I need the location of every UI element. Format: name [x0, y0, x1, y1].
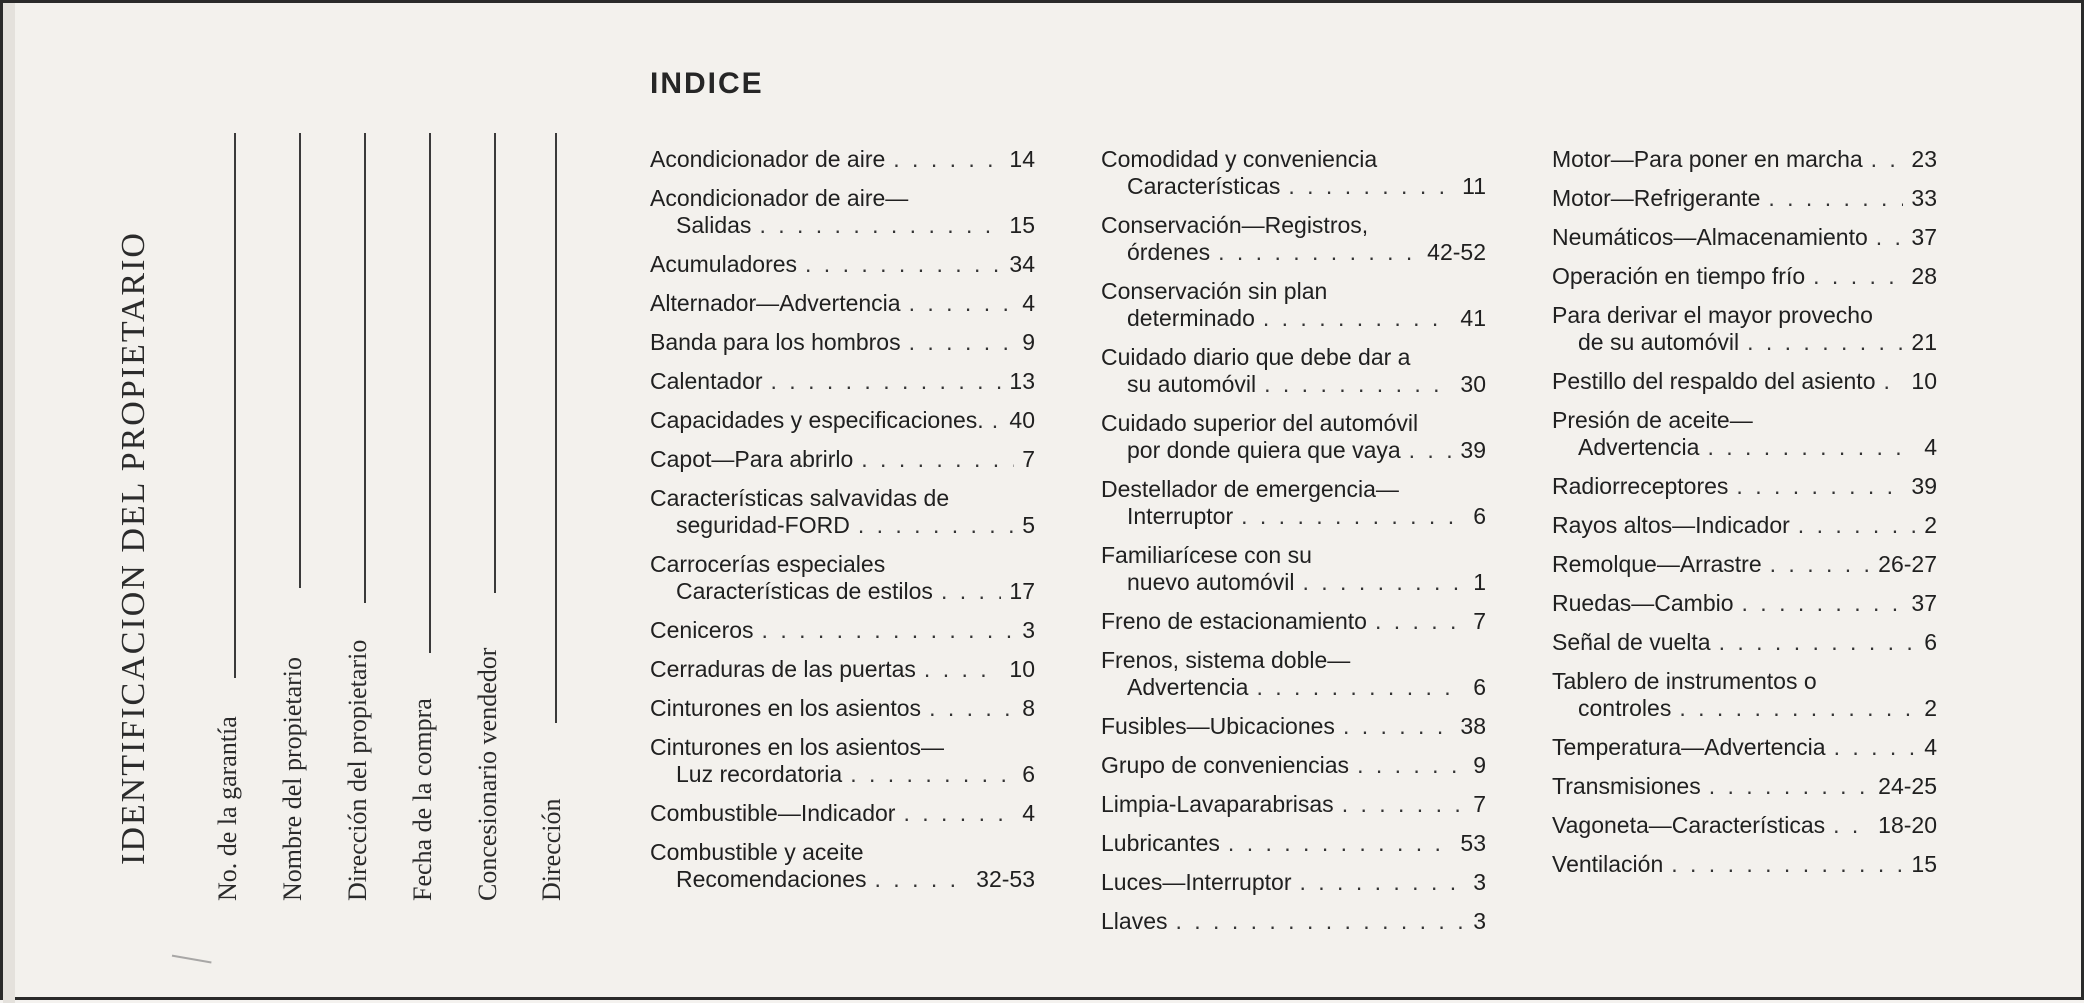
- index-entry-title: órdenes: [1127, 239, 1211, 265]
- identification-title: IDENTIFICACION DEL PROPIETARIO: [115, 231, 152, 865]
- index-entry-title: nuevo automóvil: [1127, 569, 1295, 595]
- index-entry-title: Cinturones en los asientos: [650, 695, 922, 721]
- dot-leader: [1883, 368, 1903, 395]
- index-entry[interactable]: [1552, 812, 1937, 839]
- dot-leader: [1736, 473, 1903, 500]
- identification-fill-line[interactable]: [429, 133, 431, 653]
- index-entry[interactable]: [1552, 473, 1937, 500]
- dot-leader: [762, 617, 1015, 644]
- dot-leader: [875, 866, 969, 893]
- index-entry-title: Ruedas—Cambio: [1552, 590, 1734, 616]
- identification-fill-line[interactable]: [234, 133, 236, 678]
- index-page-number: 17: [1009, 578, 1035, 604]
- index-entry-title: Señal de vuelta: [1552, 629, 1711, 655]
- index-entry[interactable]: [650, 695, 1035, 722]
- index-page-number: 2: [1924, 695, 1937, 721]
- index-entry[interactable]: [1552, 668, 1937, 722]
- index-page-number: 5: [1022, 512, 1035, 538]
- index-entry[interactable]: [650, 800, 1035, 827]
- dot-leader: [1679, 695, 1916, 722]
- index-entry-title: Ceniceros: [650, 617, 754, 643]
- index-entry[interactable]: [650, 485, 1035, 539]
- index-entry-title: Familiarícese con su: [1101, 542, 1312, 568]
- index-entry-title: Lubricantes: [1101, 830, 1220, 856]
- dot-leader: [903, 800, 1014, 827]
- index-entry-title: Freno de estacionamiento: [1101, 608, 1367, 634]
- index-page-number: 40: [1009, 407, 1035, 433]
- identification-field-label: Concesionario vendedor: [473, 647, 502, 901]
- index-page-number: 4: [1924, 734, 1937, 760]
- index-entry-title: Salidas: [676, 212, 752, 238]
- index-page-number: 3: [1473, 908, 1486, 934]
- index-page-number: 9: [1473, 752, 1486, 778]
- dot-leader: [1357, 752, 1465, 779]
- index-page-number: 34: [1009, 251, 1035, 277]
- dot-leader: [1256, 674, 1465, 701]
- index-page-number: 15: [1009, 212, 1035, 238]
- index-entry-title: Limpia-Lavaparabrisas: [1101, 791, 1334, 817]
- index-entry-title: Tablero de instrumentos o: [1552, 668, 1817, 694]
- index-entry-title: Fusibles—Ubicaciones: [1101, 713, 1335, 739]
- dot-leader: [1813, 263, 1903, 290]
- index-page-number: 21: [1911, 329, 1937, 355]
- index-page-number: 42-52: [1427, 239, 1486, 265]
- index-page-number: 15: [1911, 851, 1937, 877]
- index-entry-title: Para derivar el mayor provecho: [1552, 302, 1873, 328]
- page-mark: [170, 955, 211, 972]
- index-entry-title: Características: [1127, 173, 1281, 199]
- index-entry[interactable]: [1552, 629, 1937, 656]
- index-entry-title: Comodidad y conveniencia: [1101, 146, 1378, 172]
- index-entry-title: controles: [1578, 695, 1672, 721]
- index-entry-title: Temperatura—Advertencia: [1552, 734, 1826, 760]
- index-page-number: 24-25: [1878, 773, 1937, 799]
- index-entry-title: Radiorreceptores: [1552, 473, 1729, 499]
- identification-field-label: Dirección: [537, 798, 566, 901]
- dot-leader: [941, 578, 1001, 605]
- index-entry-title: Ventilación: [1552, 851, 1664, 877]
- identification-fill-line[interactable]: [555, 133, 557, 723]
- index-entry[interactable]: [1101, 476, 1486, 530]
- index-entry[interactable]: [650, 185, 1035, 239]
- index-page-number: 9: [1022, 329, 1035, 355]
- index-page-number: 4: [1022, 800, 1035, 826]
- index-page-number: 8: [1022, 695, 1035, 721]
- index-entry[interactable]: [1552, 734, 1937, 761]
- index-entry[interactable]: [1552, 302, 1937, 356]
- index-page-number: 7: [1473, 791, 1486, 817]
- index-entry[interactable]: [1101, 713, 1486, 740]
- index-entry[interactable]: [1552, 263, 1937, 290]
- dot-leader: [1719, 629, 1917, 656]
- index-entry[interactable]: [1101, 830, 1486, 857]
- index-entry[interactable]: [650, 290, 1035, 317]
- identification-field-label: Nombre del propietario: [278, 656, 307, 901]
- dot-leader: [1299, 869, 1465, 896]
- index-page-number: 3: [1473, 869, 1486, 895]
- dot-leader: [992, 407, 1002, 434]
- index-page-number: 3: [1022, 617, 1035, 643]
- index-entry-title: Grupo de conveniencias: [1101, 752, 1350, 778]
- index-entry[interactable]: [1101, 608, 1486, 635]
- dot-leader: [1218, 239, 1419, 266]
- index-entry-title: seguridad-FORD: [676, 512, 850, 538]
- index-entry-title: Motor—Refrigerante: [1552, 185, 1761, 211]
- index-entry-title: Operación en tiempo frío: [1552, 263, 1806, 289]
- dot-leader: [1770, 551, 1871, 578]
- index-entry[interactable]: [1552, 551, 1937, 578]
- index-page-number: 39: [1911, 473, 1937, 499]
- index-entry-title: Capot—Para abrirlo: [650, 446, 854, 472]
- index-page-number: 32-53: [976, 866, 1035, 892]
- dot-leader: [1303, 569, 1466, 596]
- dot-leader: [1241, 503, 1465, 530]
- identification-field-label: Dirección del propietario: [343, 639, 372, 901]
- index-entry-title: de su automóvil: [1578, 329, 1740, 355]
- dot-leader: [805, 251, 1001, 278]
- index-entry[interactable]: [650, 251, 1035, 278]
- index-entry-title: Rayos altos—Indicador: [1552, 512, 1790, 538]
- index-entry-title: Conservación—Registros,: [1101, 212, 1369, 238]
- index-entry-title: Capacidades y especificaciones.: [650, 407, 984, 433]
- index-entry-title: Remolque—Arrastre: [1552, 551, 1762, 577]
- dot-leader: [1742, 590, 1904, 617]
- dot-leader: [909, 329, 1015, 356]
- index-entry[interactable]: [1552, 224, 1937, 251]
- index-page-number: 10: [1911, 368, 1937, 394]
- dot-leader: [1343, 713, 1452, 740]
- page-edge: [3, 3, 15, 1003]
- index-entry-title: Luz recordatoria: [676, 761, 843, 787]
- index-entry-title: Interruptor: [1127, 503, 1234, 529]
- index-page-number: 7: [1473, 608, 1486, 634]
- index-entry-title: Recomendaciones: [676, 866, 867, 892]
- dot-leader: [1263, 305, 1453, 332]
- index-page-number: 28: [1911, 263, 1937, 289]
- index-page-number: 23: [1911, 146, 1937, 172]
- index-entry-title: Motor—Para poner en marcha: [1552, 146, 1863, 172]
- index-page-number: 53: [1460, 830, 1486, 856]
- index-entry[interactable]: [1101, 647, 1486, 701]
- dot-leader: [1834, 734, 1917, 761]
- index-page-number: 6: [1473, 674, 1486, 700]
- index-entry[interactable]: [1552, 407, 1937, 461]
- dot-leader: [1375, 608, 1465, 635]
- index-entry-title: Frenos, sistema doble—: [1101, 647, 1351, 673]
- index-page-number: 37: [1911, 224, 1937, 250]
- index-entry[interactable]: [650, 839, 1035, 893]
- index-page-number: 1: [1473, 569, 1486, 595]
- index-entry[interactable]: [1552, 851, 1937, 878]
- index-entry-title: Conservación sin plan: [1101, 278, 1328, 304]
- index-page-number: 41: [1460, 305, 1486, 331]
- index-entry-title: Advertencia: [1127, 674, 1249, 700]
- index-entry-title: Transmisiones: [1552, 773, 1701, 799]
- index-page-number: 39: [1460, 437, 1486, 463]
- index-entry[interactable]: [650, 734, 1035, 788]
- dot-leader: [1264, 371, 1452, 398]
- index-entry[interactable]: [1101, 410, 1486, 464]
- dot-leader: [1798, 512, 1916, 539]
- index-column: [1552, 146, 1937, 890]
- dot-leader: [924, 656, 1001, 683]
- index-entry-title: Llaves: [1101, 908, 1168, 934]
- index-entry[interactable]: [650, 656, 1035, 683]
- dot-leader: [893, 146, 1001, 173]
- index-entry-title: Cerraduras de las puertas: [650, 656, 916, 682]
- index-page-number: 11: [1462, 173, 1486, 199]
- index-column: [1101, 146, 1486, 947]
- index-page-number: 26-27: [1878, 551, 1937, 577]
- index-entry-title: determinado: [1127, 305, 1255, 331]
- index-page-number: 13: [1009, 368, 1035, 394]
- index-entry-title: Alternador—Advertencia: [650, 290, 901, 316]
- dot-leader: [1768, 185, 1903, 212]
- index-entry-title: Cuidado diario que debe dar a: [1101, 344, 1411, 370]
- index-entry-title: Presión de aceite—: [1552, 407, 1753, 433]
- index-page-number: 7: [1022, 446, 1035, 472]
- index-page-number: 18-20: [1878, 812, 1937, 838]
- index-entry[interactable]: [1101, 212, 1486, 266]
- index-entry[interactable]: [1101, 869, 1486, 896]
- dot-leader: [1175, 908, 1465, 935]
- index-page-number: 4: [1924, 434, 1937, 460]
- index-entry[interactable]: [1552, 512, 1937, 539]
- dot-leader: [1671, 851, 1903, 878]
- index-entry[interactable]: [650, 446, 1035, 473]
- dot-leader: [909, 290, 1015, 317]
- dot-leader: [771, 368, 1002, 395]
- index-entry[interactable]: [1101, 344, 1486, 398]
- dot-leader: [1228, 830, 1452, 857]
- dot-leader: [1876, 224, 1904, 251]
- index-page-number: 6: [1022, 761, 1035, 787]
- index-entry[interactable]: [650, 368, 1035, 395]
- index-entry-title: Acumuladores: [650, 251, 798, 277]
- index-entry[interactable]: [1552, 146, 1937, 173]
- identification-fill-line[interactable]: [494, 133, 496, 593]
- index-entry-title: Calentador: [650, 368, 763, 394]
- dot-leader: [861, 446, 1014, 473]
- index-entry[interactable]: [650, 407, 1035, 434]
- index-entry-title: Acondicionador de aire—: [650, 185, 909, 211]
- index-entry-title: Destellador de emergencia—: [1101, 476, 1399, 502]
- index-entry[interactable]: [1101, 791, 1486, 818]
- index-entry-title: Vagoneta—Características: [1552, 812, 1826, 838]
- index-entry[interactable]: [1552, 590, 1937, 617]
- index-entry-title: Características de estilos: [676, 578, 933, 604]
- index-page-number: 30: [1460, 371, 1486, 397]
- dot-leader: [759, 212, 1001, 239]
- index-entry-title: Cuidado superior del automóvil: [1101, 410, 1419, 436]
- index-page-number: 37: [1911, 590, 1937, 616]
- index-entry[interactable]: [1101, 752, 1486, 779]
- dot-leader: [1707, 434, 1916, 461]
- index-entry-title: Neumáticos—Almacenamiento: [1552, 224, 1868, 250]
- dot-leader: [850, 761, 1014, 788]
- index-entry[interactable]: [1552, 185, 1937, 212]
- index-page-number: 6: [1924, 629, 1937, 655]
- dot-leader: [1709, 773, 1870, 800]
- index-entry-title: Características salvavidas de: [650, 485, 950, 511]
- index-entry-title: Pestillo del respaldo del asiento: [1552, 368, 1876, 394]
- dot-leader: [1342, 791, 1466, 818]
- index-entry-title: Combustible y aceite: [650, 839, 864, 865]
- index-entry-title: Banda para los hombros: [650, 329, 901, 355]
- index-entry-title: Luces—Interruptor: [1101, 869, 1292, 895]
- index-entry[interactable]: [1101, 908, 1486, 935]
- dot-leader: [1409, 437, 1453, 464]
- index-page-number: 6: [1473, 503, 1486, 529]
- identification-fill-line[interactable]: [299, 133, 301, 588]
- index-column: [650, 146, 1035, 905]
- dot-leader: [1288, 173, 1454, 200]
- index-entry[interactable]: [1552, 773, 1937, 800]
- index-title: INDICE: [650, 67, 764, 100]
- index-entry[interactable]: [650, 617, 1035, 644]
- index-entry[interactable]: [1101, 278, 1486, 332]
- index-page-number: 14: [1009, 146, 1035, 172]
- index-page-number: 38: [1460, 713, 1486, 739]
- index-page-number: 2: [1924, 512, 1937, 538]
- index-entry-title: Advertencia: [1578, 434, 1700, 460]
- index-entry-title: Carrocerías especiales: [650, 551, 886, 577]
- dot-leader: [1833, 812, 1870, 839]
- index-entry[interactable]: [1101, 146, 1486, 200]
- index-entry[interactable]: [650, 551, 1035, 605]
- identification-field-label: Fecha de la compra: [408, 698, 437, 901]
- index-page-number: 33: [1911, 185, 1937, 211]
- identification-fill-line[interactable]: [364, 133, 366, 603]
- index-entry-title: por donde quiera que vaya: [1127, 437, 1401, 463]
- dot-leader: [1747, 329, 1903, 356]
- index-entry-title: Combustible—Indicador: [650, 800, 896, 826]
- index-entry-title: Acondicionador de aire: [650, 146, 886, 172]
- index-entry-title: su automóvil: [1127, 371, 1257, 397]
- dot-leader: [858, 512, 1014, 539]
- index-entry[interactable]: [650, 146, 1035, 173]
- index-page-number: 4: [1022, 290, 1035, 316]
- index-entry[interactable]: [650, 329, 1035, 356]
- index-entry[interactable]: [1101, 542, 1486, 596]
- dot-leader: [1871, 146, 1904, 173]
- index-page-number: 10: [1009, 656, 1035, 682]
- identification-field-label: No. de la garantía: [213, 716, 242, 901]
- index-entry[interactable]: [1552, 368, 1937, 395]
- index-entry-title: Cinturones en los asientos—: [650, 734, 945, 760]
- dot-leader: [929, 695, 1014, 722]
